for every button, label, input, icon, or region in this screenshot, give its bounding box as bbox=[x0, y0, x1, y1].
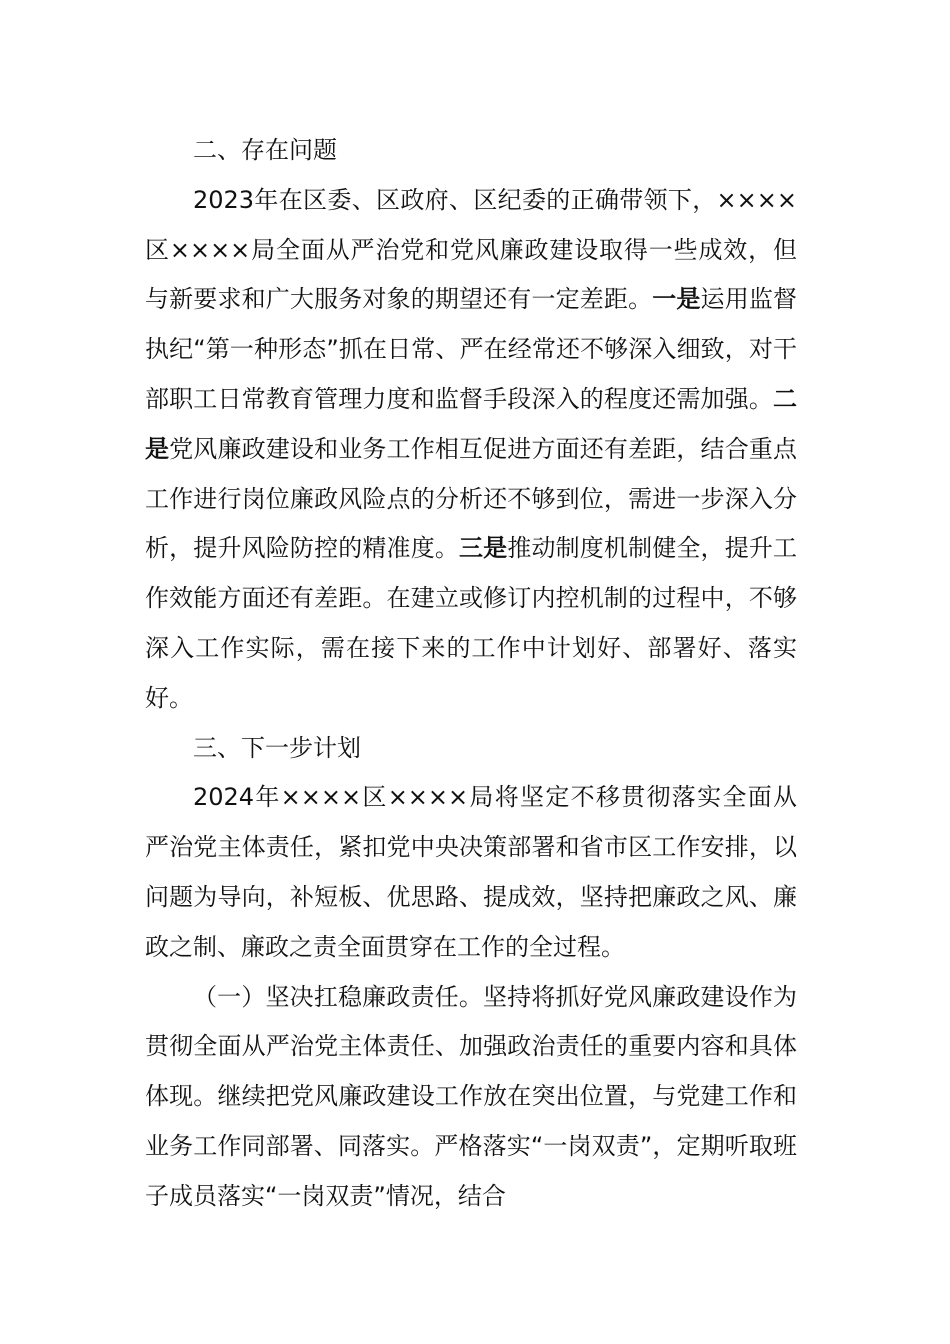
point-1-label: 一是 bbox=[652, 285, 701, 314]
point-3-label: 三是 bbox=[459, 534, 508, 563]
problems-paragraph bbox=[145, 176, 797, 724]
next-steps-item-1: （一）坚决扛稳廉政责任。坚持将抓好党风廉政建设作为贯彻全面从严治党主体责任、加强政治责任的重要内容和具体体现。继续把党风廉政建设工作放在突出位置，与党建工作和业务工作同部署、同落实。严格落实“一岗双责”，定期听取班子成员落实“一岗双责”情况，结合 bbox=[145, 982, 797, 1210]
section-heading-next-steps: 三、下一步计划 bbox=[193, 733, 361, 762]
point-2-label: 二是 bbox=[145, 384, 797, 463]
point-2-text: 党风廉政建设和业务工作相互促进方面还有差距，结合重点工作进行岗位廉政风险点的分析还不够到位，需进一步深入分析，提升风险防控的精准度。 bbox=[145, 434, 798, 563]
point-1-text: 运用监督执纪“第一种形态”抓在日常、严在经常还不够深入细致，对干部职工日常教育管理力度和监督手段深入的程度还需加强。 bbox=[145, 285, 798, 413]
problems-intro: 2023年在区委、区政府、区纪委的正确带领下，××××区××××局全面从严治党和党风廉政建设取得一些成效，但与新要求和广大服务对象的期望还有一定差距。 bbox=[145, 185, 797, 314]
next-steps-intro: 2024年××××区××××局将坚定不移贯彻落实全面从严治党主体责任，紧扣党中央决策部署和省市区工作安排，以问题为导向，补短板、优思路、提成效，坚持把廉政之风、廉政之制、廉政之责全面贯穿在工作的全过程。 bbox=[145, 783, 797, 961]
point-3-text: 推动制度机制健全，提升工作效能方面还有差距。在建立或修订内控机制的过程中，不够深入工作实际，需在接下来的工作中计划好、部署好、落实好。 bbox=[145, 534, 798, 712]
section-heading-problems: 二、存在问题 bbox=[193, 136, 337, 164]
document-page bbox=[145, 126, 797, 1222]
